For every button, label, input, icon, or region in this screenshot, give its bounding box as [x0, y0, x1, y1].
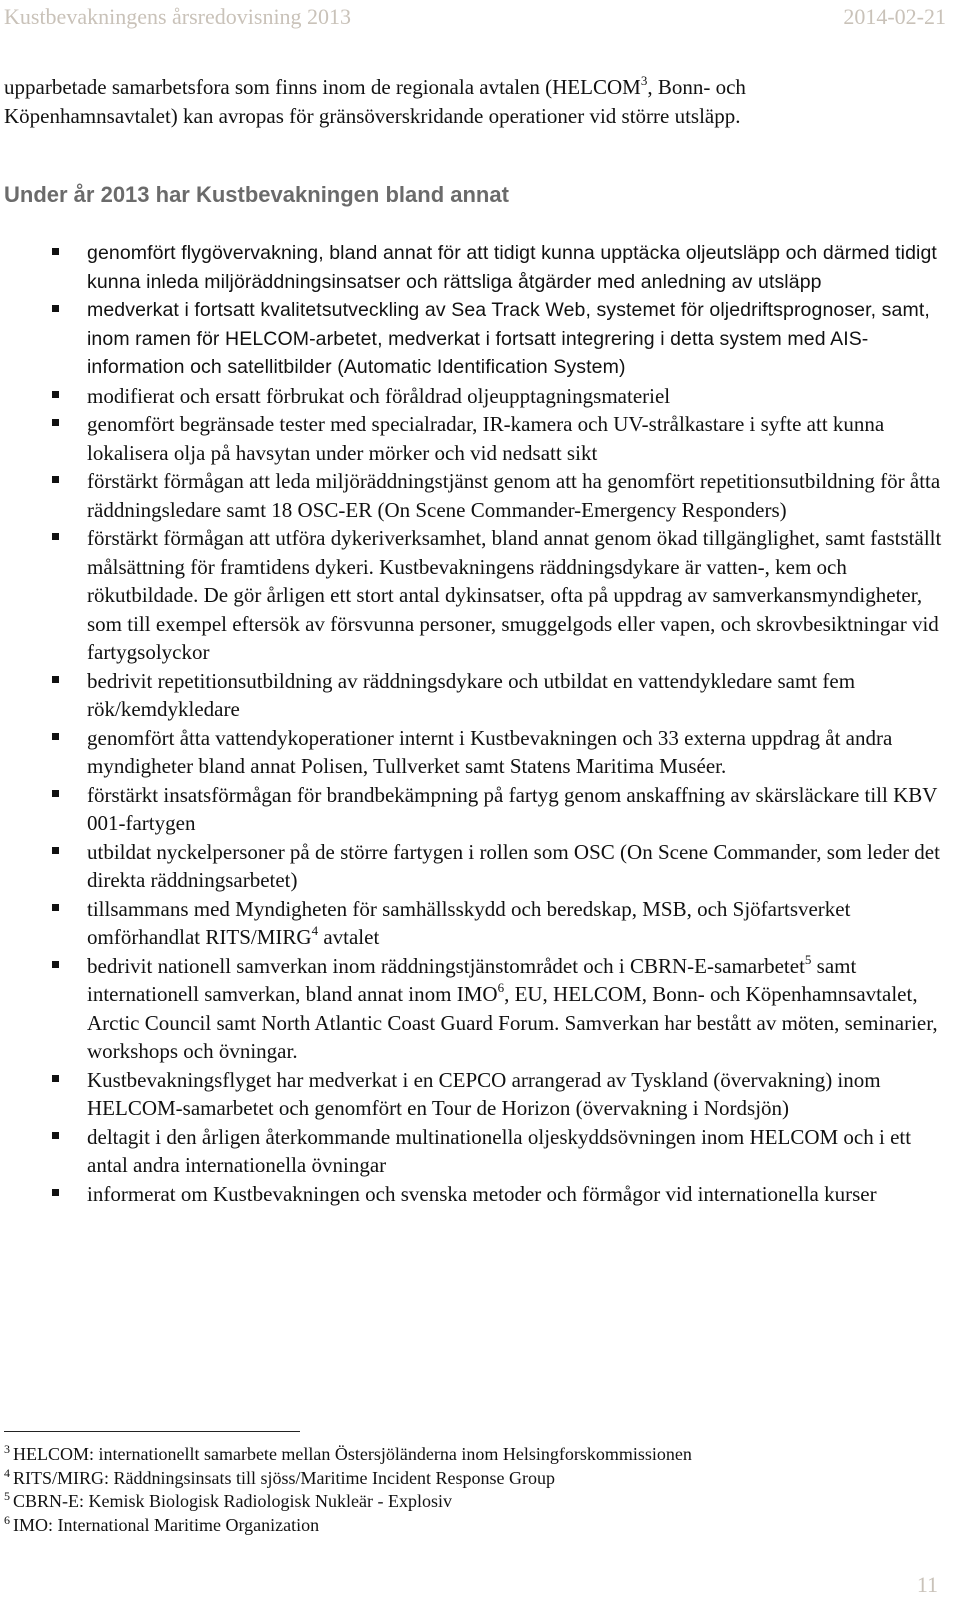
bullet-icon	[52, 1075, 59, 1082]
list-item-text: deltagit i den årligen återkommande multinationella oljeskyddsövningen inom HELCOM och i ett antal andra internationella övningar	[87, 1124, 912, 1177]
list-item-text-middle: samt internationell samverkan, bland annat inom IMO	[87, 953, 857, 1006]
intro-line-1-end: , Bonn- och	[647, 75, 746, 99]
list-item-text: bedrivit nationell samverkan inom räddningstjänstområdet och i CBRN-E-samarbetet	[87, 953, 805, 978]
page-header	[4, 4, 946, 32]
bullet-icon	[52, 790, 59, 797]
list-item	[0, 239, 950, 296]
footnotes	[4, 1443, 692, 1537]
list-item-text: informerat om Kustbevakningen och svenska metoder och förmågor vid internationella kurser	[87, 1181, 877, 1206]
bullet-icon	[52, 961, 59, 968]
bullet-icon	[52, 733, 59, 740]
footnote-number: 3	[4, 1442, 10, 1456]
list-item	[0, 895, 950, 952]
bullet-icon	[52, 904, 59, 911]
list-item-text: förstärkt insatsförmågan för brandbekämpning på fartyg genom anskaffning av skärsläckare till KBV 001-fartygen	[87, 782, 938, 835]
footnote-text: CBRN-E: Kemisk Biologisk Radiologisk Nukleär - Explosiv	[13, 1491, 452, 1511]
list-item-text: genomfört flygövervakning, bland annat för att tidigt kunna upptäcka oljeutsläpp och därmed tidigt kunna inleda miljöräddningsinsatser och rättsliga åtgärder med anledning av utsläpp	[87, 242, 937, 293]
list-item-text-tail: avtalet	[318, 925, 380, 949]
list-item-text: förstärkt förmågan att leda miljöräddningstjänst genom att ha genomfört repetitionsutbildning för åtta räddningsledare samt 18 OSC-ER (On Scene Commander-Emergency Responders)	[87, 469, 941, 522]
footnote-ref-6: 6	[497, 980, 505, 995]
list-item	[0, 524, 950, 667]
list-item-text: utbildat nyckelpersoner på de större fartygen i rollen som OSC (On Scene Commander, som leder det direkta räddningsarbetet)	[87, 839, 940, 892]
section-heading: Under år 2013 har Kustbevakningen bland annat	[4, 182, 509, 207]
bullet-icon	[52, 1189, 59, 1196]
list-item	[0, 382, 950, 411]
footnote-number: 4	[4, 1465, 10, 1480]
list-item	[0, 781, 950, 838]
bullet-icon	[52, 847, 59, 854]
footnote	[4, 1514, 692, 1538]
document-date: 2014-02-21	[843, 4, 946, 29]
list-item	[0, 1066, 950, 1123]
list-item-text: förstärkt förmågan att utföra dykeriverksamhet, bland annat genom ökad tillgänglighet, samt fastställt målsättning för framtidens dykeri. Kustbevakningens räddningsdykare är vatten-, kem och rökutbildade. De gör årligen ett stort antal dykinsatser, ofta på uppdrag av samverkansmyndigheter, som till exempel eftersök av försvunna personer, smuggelgods eller vapen, och skrovbesiktningar vid fartygsolyckor	[87, 526, 942, 664]
footnote-ref-3: 3	[640, 73, 648, 88]
footnote-number: 6	[4, 1512, 10, 1527]
document-title: Kustbevakningens årsredovisning 2013	[4, 4, 352, 29]
footnote	[4, 1443, 692, 1467]
list-item	[0, 467, 950, 524]
list-item-text: tillsammans med Myndigheten för samhällsskydd och beredskap, MSB, och Sjöfartsverket omförhandlat RITS/MIRG	[87, 896, 851, 949]
list-item	[0, 1180, 950, 1209]
bullet-icon	[52, 476, 59, 483]
list-item	[0, 296, 950, 382]
activity-list	[0, 239, 950, 1208]
list-item	[0, 724, 950, 781]
list-item-text: bedrivit repetitionsutbildning av räddningsdykare och utbildat en vattendykledare samt fem rök/kemdykledare	[87, 668, 856, 721]
footnote-number: 5	[4, 1489, 10, 1503]
bullet-icon	[52, 1132, 59, 1139]
page-number: 11	[916, 1572, 938, 1597]
footnote	[4, 1467, 692, 1491]
footnote-text: IMO: International Maritime Organization	[13, 1514, 320, 1535]
footnote	[4, 1490, 692, 1514]
footnote-ref-5: 5	[804, 951, 812, 967]
footnote-text: RITS/MIRG: Räddningsinsats till sjöss/Maritime Incident Response Group	[13, 1467, 555, 1488]
list-item-text-tail: , EU, HELCOM, Bonn- och Köpenhamnsavtalet, Arctic Council samt North Atlantic Coast Guard Forum. Samverkan har bestått av möten, seminarier, workshops och övningar.	[87, 982, 938, 1063]
footnote-text: HELCOM: internationellt samarbete mellan Östersjöländerna inom Helsingforskommissionen	[13, 1444, 692, 1464]
list-item	[0, 952, 950, 1066]
bullet-icon	[52, 533, 59, 540]
list-item-text: genomfört åtta vattendykoperationer internt i Kustbevakningen och 33 externa uppdrag åt andra myndigheter bland annat Polisen, Tullverket samt Statens Maritima Muséer.	[87, 725, 893, 778]
list-item	[0, 667, 950, 724]
intro-paragraph	[4, 73, 944, 131]
intro-line-2: Köpenhamnsavtalet) kan avropas för gränsöverskridande operationer vid större utsläpp.	[4, 104, 741, 128]
list-item-text: genomfört begränsade tester med specialradar, IR-kamera och UV-strålkastare i syfte att kunna lokalisera olja på havsytan under mörker och vid nedsatt sikt	[87, 412, 885, 465]
bullet-icon	[52, 391, 59, 398]
list-item-text: medverkat i fortsatt kvalitetsutveckling av Sea Track Web, systemet för oljedriftsprognoser, samt, inom ramen för HELCOM-arbetet, medverkat i fortsatt integrering i detta system med AIS- information och satellitbilder (Automatic Identification System)	[87, 299, 930, 378]
list-item-text: Kustbevakningsflyget har medverkat i en CEPCO arrangerad av Tyskland (övervakning) inom HELCOM-samarbetet och genomfört en Tour de Horizon (övervakning i Nordsjön)	[87, 1067, 881, 1120]
footnote-divider	[4, 1431, 300, 1432]
list-item-text: modifierat och ersatt förbrukat och föråldrad oljeupptagningsmateriel	[87, 383, 671, 408]
footnote-ref-4: 4	[311, 923, 319, 938]
intro-line-1-start: upparbetade samarbetsfora som finns inom de regionala avtalen (HELCOM	[4, 75, 641, 99]
bullet-icon	[52, 305, 59, 312]
list-item	[0, 838, 950, 895]
bullet-icon	[52, 419, 59, 426]
bullet-icon	[52, 248, 59, 255]
bullet-icon	[52, 676, 59, 683]
list-item	[0, 1123, 950, 1180]
list-item	[0, 410, 950, 467]
